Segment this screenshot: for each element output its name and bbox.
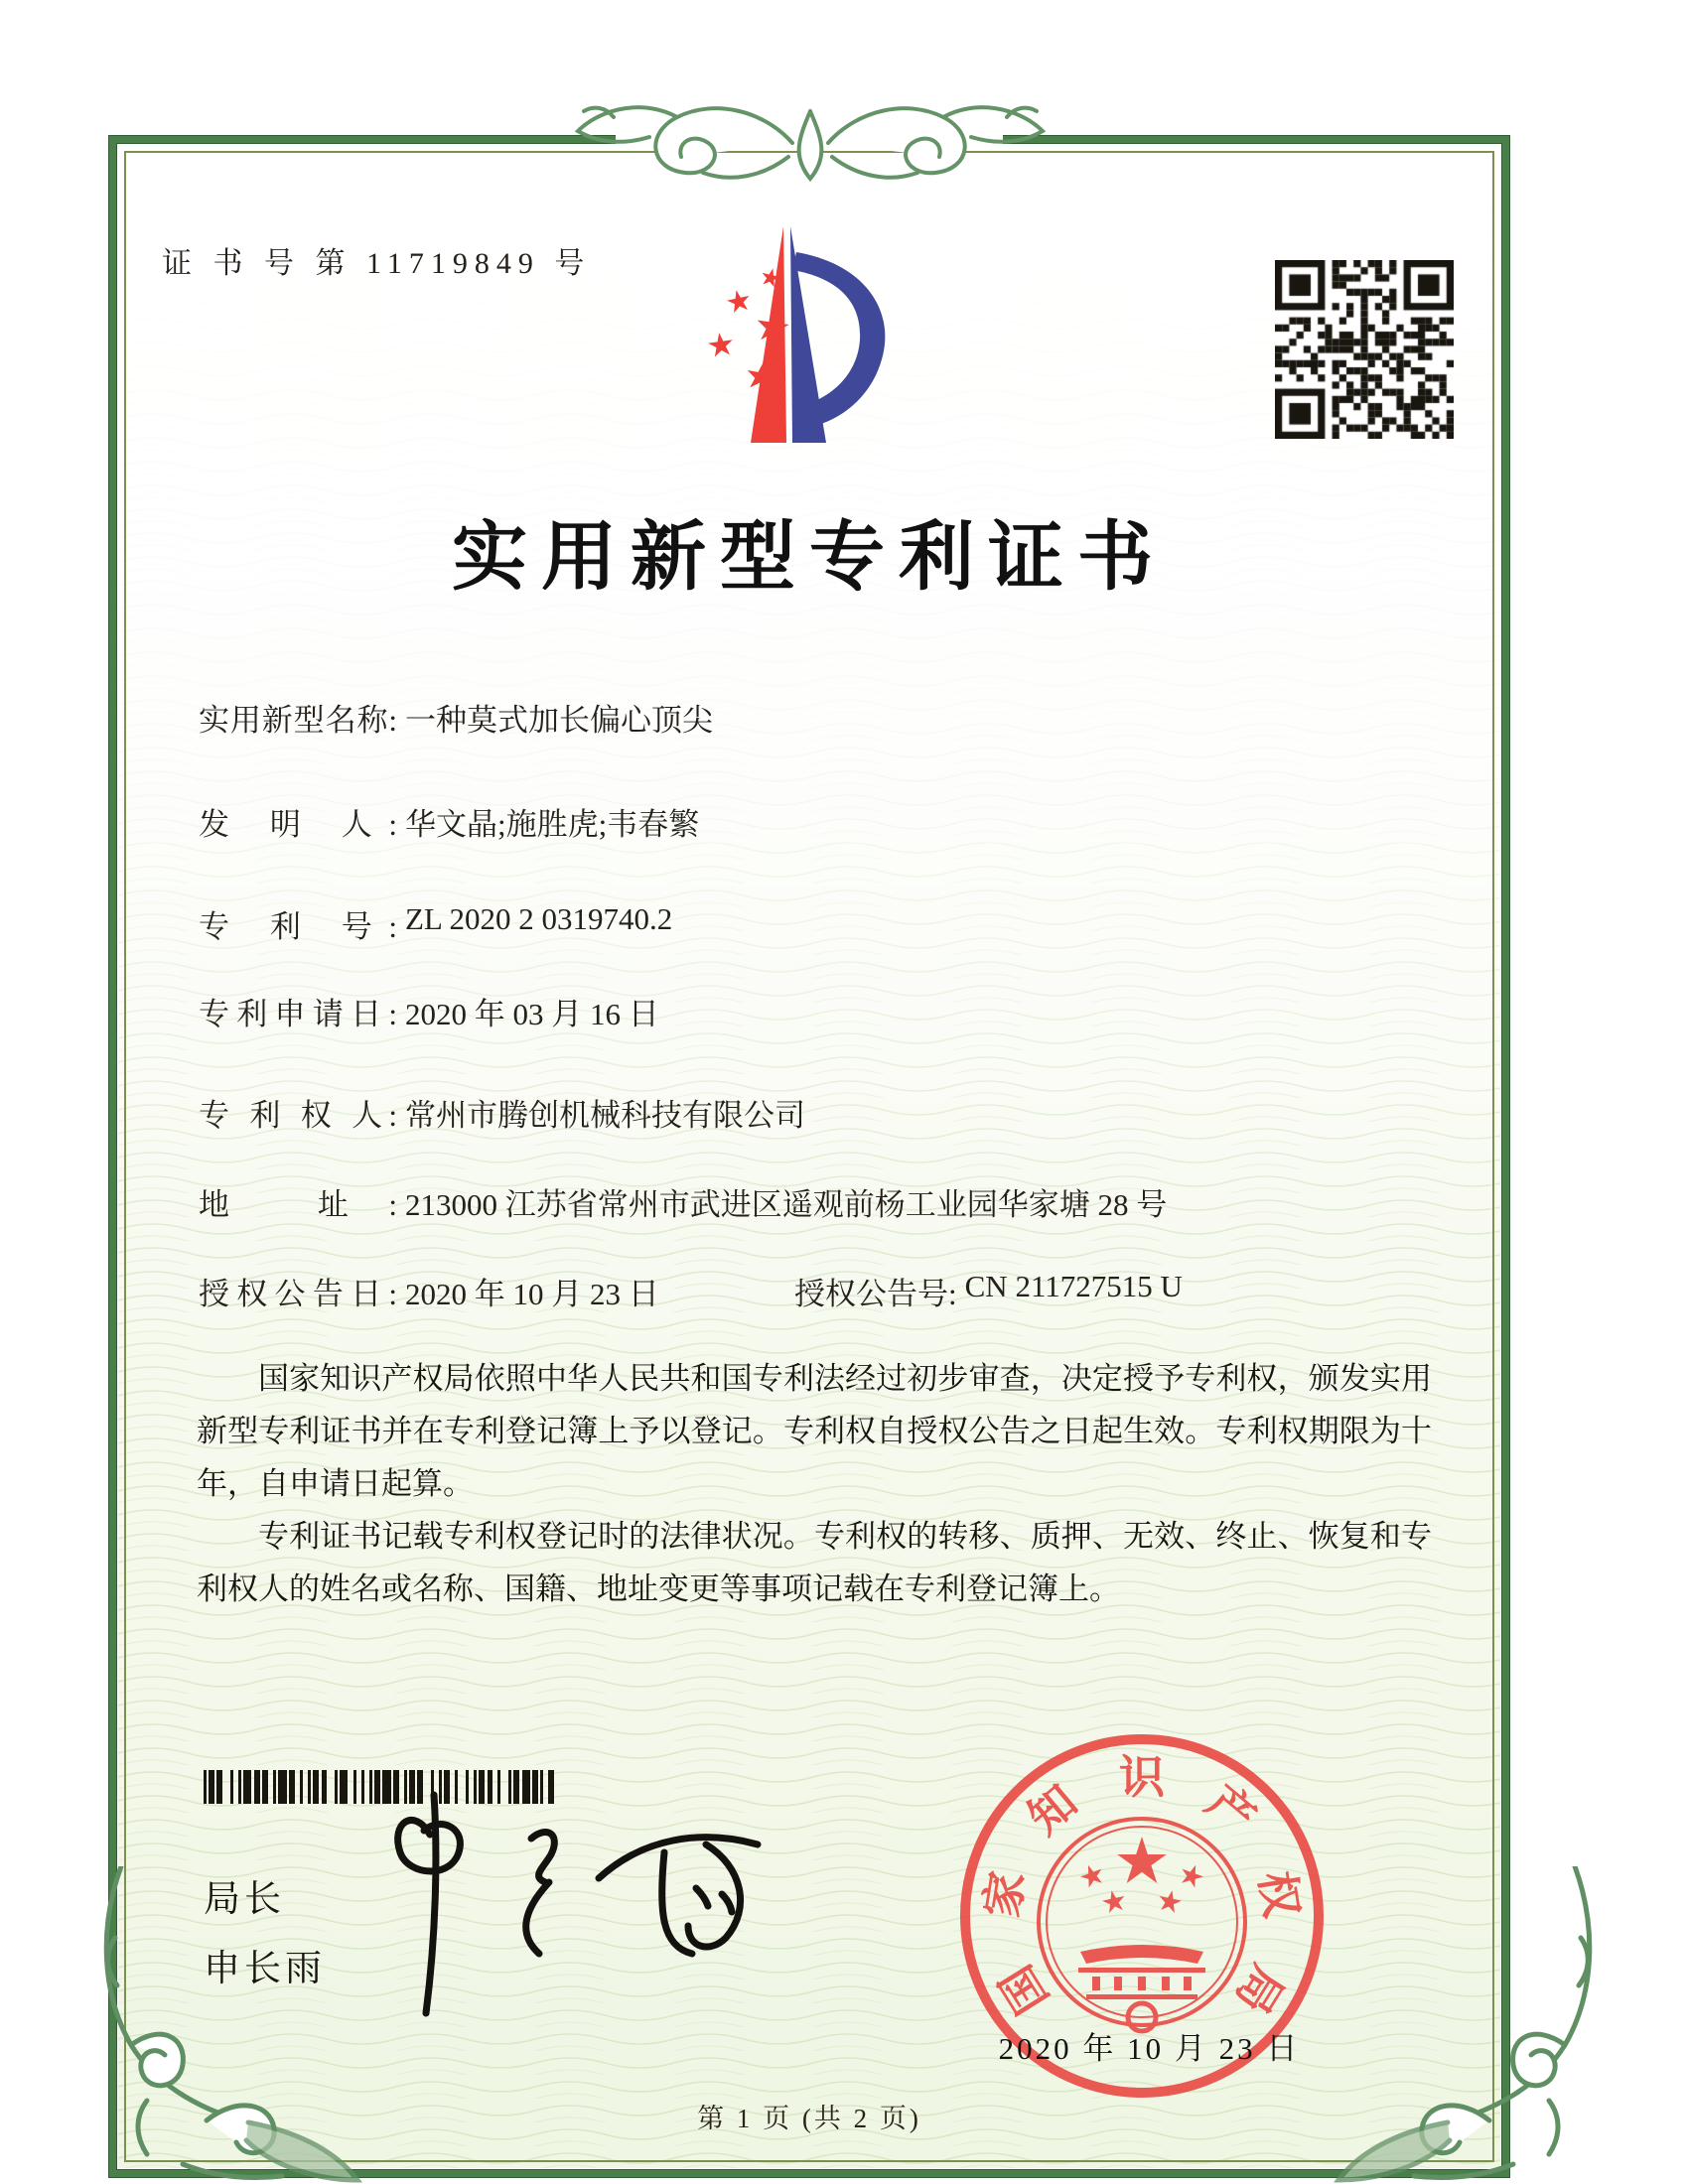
field-value: 常州市腾创机械科技有限公司	[405, 1098, 805, 1133]
issuer-role-label: 局长	[204, 1879, 285, 1920]
field-row-patent-number	[199, 901, 672, 945]
field-row-name	[199, 695, 713, 739]
field-label: 发 明 人:	[199, 807, 397, 842]
top-flourish-ornament	[554, 85, 1066, 189]
seal-ring-char: 识	[1119, 1752, 1165, 1803]
field-label: 授权公告日:	[199, 1277, 397, 1311]
seal-ring-char: 权	[1249, 1867, 1308, 1921]
page-title: 实用新型专利证书	[452, 516, 1167, 600]
field-value: ZL 2020 2 0319740.2	[405, 901, 673, 936]
issuer-name-label: 申长雨	[204, 1949, 326, 1989]
seal-date: 2020 年 10 月 23 日	[998, 2031, 1301, 2066]
seal-ring-char: 产	[1196, 1775, 1265, 1844]
legal-text-block	[197, 1352, 1432, 1615]
field-label: 授权公告号:	[794, 1277, 957, 1311]
field-row-address	[199, 1179, 1167, 1223]
field-row-filing-date	[199, 989, 659, 1032]
field-value: 213000 江苏省常州市武进区遥观前杨工业园华家塘 28 号	[405, 1187, 1168, 1222]
seal-ring-char: 局	[1225, 1956, 1294, 2022]
certificate-number: 证 书 号 第 11719849 号	[162, 247, 592, 280]
seal-ring-char: 知	[1019, 1775, 1087, 1844]
national-emblem	[1039, 1819, 1245, 2031]
issuer-signature	[372, 1787, 770, 2035]
field-label: 专 利 号:	[199, 909, 397, 944]
field-label: 地 址:	[199, 1187, 397, 1222]
field-value: 华文晶;施胜虎;韦春繁	[405, 807, 700, 842]
field-label: 专利申请日:	[199, 997, 397, 1031]
field-value: 2020 年 03 月 16 日	[405, 997, 659, 1031]
field-pair-grant-number	[794, 1269, 1183, 1313]
field-value: CN 211727515 U	[964, 1269, 1183, 1303]
field-value: 一种莫式加长偏心顶尖	[405, 703, 713, 738]
field-label: 专 利 权 人:	[199, 1098, 397, 1133]
page-footer: 第 1 页 (共 2 页)	[697, 2104, 921, 2133]
field-label: 实用新型名称:	[199, 703, 397, 738]
qr-code	[1275, 260, 1454, 439]
field-row-patentee	[199, 1090, 805, 1134]
seal-ring-char: 国	[990, 1956, 1058, 2022]
field-row-inventor	[199, 799, 699, 843]
legal-paragraph-2: 专利证书记载专利权登记时的法律状况。专利权的转移、质押、无效、终止、恢复和专利权人的姓名或名称、国籍、地址变更等事项记载在专利登记簿上。	[197, 1519, 1432, 1606]
seal-ring-char: 家	[976, 1867, 1035, 1921]
cnipa-logo	[681, 220, 908, 451]
field-value: 2020 年 10 月 23 日	[405, 1277, 659, 1311]
field-row-grant	[199, 1269, 1183, 1312]
legal-paragraph-1: 国家知识产权局依照中华人民共和国专利法经过初步审查，决定授予专利权，颁发实用新型专利证书并在专利登记簿上予以登记。专利权自授权公告之日起生效。专利权期限为十年，自申请日起算。	[197, 1361, 1432, 1501]
